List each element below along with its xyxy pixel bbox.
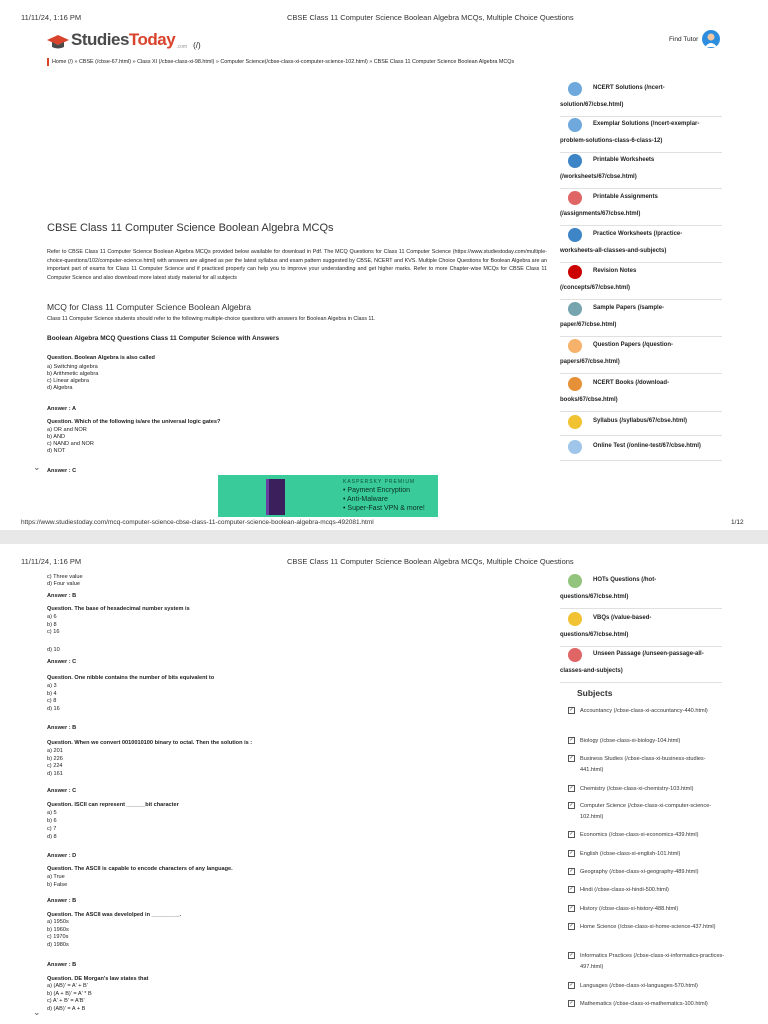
option-text: c) 1970s [47,934,69,940]
page-title: CBSE Class 11 Computer Science Boolean Algebra MCQs [47,222,334,234]
question-paper-icon [568,339,582,353]
intro-paragraph: Refer to CBSE Class 11 Computer Science Boolean Algebra MCQs provided below available for download in Pdf. The MCQ Questions for Class 11 Computer Science (https://www.studiestoday.com/multiple-choice-questions/102/computer-science.html) with answers are aligned as per the latest syllabus and exam pattern suggested by CBSE, NCERT and KVS. Multiple Choice Questions for Boolean Algebra are an important part of exams for Class 11 Computer Science and if practiced properly can help you to improve your understanding and get higher marks. Refer to more Chapter-wise MCQs for CBSE Class 11 Computer Science and also download more latest study material for all subjects [47,249,547,281]
option-text: a) 1950s [47,919,69,925]
chevron-down-icon[interactable]: ⌄ [33,462,41,472]
option-text: c) NAND and NOR [47,441,94,447]
subject-label: Languages (/cbse-class-xi-languages-570.html) [580,983,698,989]
subject-label: Home Science (/cbse-class-xi-home-science-437.html) [580,924,716,930]
option-text: d) 161 [47,771,63,777]
site-logo[interactable]: StudiesToday .com (/) [47,30,201,50]
sidebar-link[interactable] [560,189,722,226]
sidebar-link[interactable] [560,438,722,461]
option-text: d) Four value [47,581,80,587]
sidebar-link-label: solution/67/cbse.html) [560,102,624,108]
question-or-answer: Question. The ASCII was develolped in _________. [47,912,182,918]
page-number: 1/12 [731,519,744,526]
checkbox-icon: ✓ [569,905,574,911]
option-text: a) True [47,874,65,880]
sidebar-link[interactable] [560,263,722,300]
ad-brand: KASPERSKY PREMIUM [343,479,416,485]
product-box-icon [266,479,285,515]
sidebar-link-label: paper/67/cbse.html) [560,322,617,328]
subject-label: History (/cbse-class-xi-history-488.html) [580,906,679,912]
sidebar-link[interactable] [560,572,722,609]
sidebar-link-label: Revision Notes [593,268,637,274]
option-text: c) Linear algebra [47,378,89,384]
question-or-answer: Answer : C [47,659,77,665]
sidebar-link[interactable] [560,152,722,189]
worksheet-icon [568,154,582,168]
sidebar-link[interactable] [560,646,722,683]
option-text: d) 10 [47,647,60,653]
question-or-answer: Question. Boolean Algebra is also called [47,355,155,361]
print-date: 11/11/24, 1:16 PM [21,557,82,566]
find-tutor-link[interactable]: Find Tutor [669,36,699,43]
subject-label: Accountancy (/cbse-class-xi-accountancy-440.html) [580,708,708,714]
option-text: c) 8 [47,698,57,704]
option-text: b) 6 [47,818,57,824]
checkbox-icon: ✓ [569,982,574,988]
sidebar-link-label: Exemplar Solutions (/ncert-exemplar- [593,121,700,127]
option-text: a) 201 [47,748,63,754]
option-text: b) (A + B)' = A' * B [47,991,92,997]
sidebar-link-label: Question Papers (/question- [593,342,674,348]
sidebar-link-label: Sample Papers (/sample- [593,305,665,311]
checkbox-icon: ✓ [569,707,574,713]
subtitle-text: Class 11 Computer Science students should refer to the following multiple-choice questions with answers for Boolean Algebra in Class 11. [47,316,376,322]
question-or-answer: Answer : A [47,406,77,412]
print-date: 11/11/24, 1:16 PM [21,13,82,22]
checkbox-icon: ✓ [569,785,574,791]
question-or-answer: Answer : B [47,962,77,968]
sidebar-link[interactable] [560,337,722,374]
chevron-down-icon[interactable]: ⌄ [33,1007,41,1017]
logo-link[interactable]: (/) [193,41,201,50]
subject-link[interactable] [568,784,728,795]
option-text: b) AND [47,434,66,440]
sidebar-link-label: (/concepts/67/cbse.html) [560,285,631,291]
subject-link[interactable] [568,849,728,860]
sidebar-link[interactable] [560,116,722,153]
question-or-answer: Answer : B [47,725,77,731]
sidebar-link-label: (/assignments/67/cbse.html) [560,211,641,217]
option-text: c) 224 [47,763,63,769]
option-text: a) 6 [47,614,57,620]
page-url: https://www.studiestoday.com/mcq-computer-science-cbse-class-11-computer-science-boolean-algebra-mcqs-492081.html [21,519,374,526]
option-text: d) Algebra [47,385,73,391]
sidebar-link-label: Online Test (/online-test/67/cbse.html) [593,443,701,449]
question-or-answer: Question. One nibble contains the number of bits equivalent to [47,675,215,681]
ad-feature: • Super-Fast VPN & more! [343,505,425,512]
subject-link[interactable] [568,801,728,823]
practice-icon [568,228,582,242]
subject-label: Geography (/cbse-class-xi-geography-489.html) [580,869,699,875]
sidebar-link-label: (/worksheets/67/cbse.html) [560,174,637,180]
brand-name: StudiesToday [71,30,176,49]
sidebar-link-label: HOTs Questions (/hot- [593,577,657,583]
sidebar-link-label: NCERT Books (/download- [593,380,669,386]
option-text: b) False [47,882,68,888]
option-text: b) 1960s [47,927,69,933]
option-text: a) Switching algebra [47,364,98,370]
article-content-continued [47,544,547,1024]
unseen-passage-icon [568,648,582,662]
sidebar-link-label: Printable Assignments [593,194,658,200]
sidebar-link-label: questions/67/cbse.html) [560,594,629,600]
checkbox-icon: ✓ [569,868,574,874]
hots-icon [568,574,582,588]
question-or-answer: Question. The ASCII is capable to encode characters of any language. [47,866,233,872]
breadcrumb[interactable]: Home (/) » CBSE (/cbse-67.html) » Class XI (/cbse-class-xi-98.html) » Computer Science(/cbse-class-xi-computer-science-102.html) » CBSE Class 11 Computer Science Boolean Algebra MCQs [47,58,572,66]
option-text: c) 16 [47,629,60,635]
option-text: d) (AB)' = A + B [47,1006,86,1012]
question-or-answer: Question. ISCII can represent ______bit character [47,802,179,808]
option-text: d) 16 [47,706,60,712]
option-text: d) 1980s [47,942,69,948]
checkbox-icon: ✓ [569,802,574,808]
sidebar-link-label: Unseen Passage (/unseen-passage-all- [593,651,704,657]
checkbox-icon: ✓ [569,755,574,761]
option-text: a) 3 [47,683,57,689]
sidebar-link-label: Syllabus (/syllabus/67/cbse.html) [593,418,688,424]
checkbox-icon: ✓ [569,737,574,743]
print-title: CBSE Class 11 Computer Science Boolean Algebra MCQs, Multiple Choice Questions [287,13,574,22]
subject-link[interactable] [568,951,728,973]
print-title: CBSE Class 11 Computer Science Boolean Algebra MCQs, Multiple Choice Questions [287,557,574,566]
article-content [47,0,547,475]
option-text: b) 4 [47,691,57,697]
notes-icon [568,265,582,279]
subject-label: Informatics Practices (/cbse-class-xi-informatics-practices-497.html) [580,953,725,970]
subject-link[interactable] [568,736,728,747]
option-text: b) Arithmetic algebra [47,371,99,377]
assignment-icon [568,191,582,205]
sidebar-link-label: classes-and-subjects) [560,668,623,674]
option-text: c) A' + B' = A'B' [47,998,85,1004]
ad-feature: • Payment Encryption [343,487,411,494]
books-icon [568,377,582,391]
sidebar-link-label: NCERT Solutions (/ncert- [593,85,665,91]
sidebar-link[interactable] [560,375,722,412]
subject-link[interactable] [568,706,728,728]
sidebar-link[interactable] [560,610,722,647]
sample-paper-icon [568,302,582,316]
option-text: a) 5 [47,810,57,816]
subject-label: Hindi (/cbse-class-xi-hindi-500.html) [580,887,669,893]
subject-label: Chemistry (/cbse-class-xi-chemistry-103.html) [580,786,694,792]
question-or-answer: Answer : C [47,788,77,794]
subject-link[interactable] [568,904,728,915]
subject-label: Economics (/cbse-class-xi-economics-439.html) [580,832,699,838]
subject-link[interactable] [568,922,728,944]
sidebar-link[interactable] [560,226,722,263]
sidebar-link-label: questions/67/cbse.html) [560,632,629,638]
option-text: b) 226 [47,756,63,762]
question-or-answer: Question. Which of the following is/are the universal logic gates? [47,419,221,425]
checkbox-icon: ✓ [569,886,574,892]
exemplar-icon [568,118,582,132]
subject-label: Mathematics (/cbse-class-xi-mathematics-100.html) [580,1001,708,1007]
syllabus-icon [568,415,582,429]
ad-feature: • Anti-Malware [343,496,388,503]
question-or-answer: Answer : C [47,468,77,474]
checkbox-icon: ✓ [569,923,574,929]
option-text: c) Three value [47,574,83,580]
checkbox-icon: ✓ [569,850,574,856]
sidebar-link-label: books/67/cbse.html) [560,397,618,403]
option-text: d) NOT [47,448,66,454]
subject-link[interactable] [568,981,728,992]
sidebar-link-label: problem-solutions-class-6-class-12) [560,138,663,144]
option-text: a) (AB)' = A' + B' [47,983,88,989]
subject-label: Biology (/cbse-class-xi-biology-104.html) [580,738,681,744]
online-test-icon [568,440,582,454]
advertisement-banner[interactable] [218,475,438,517]
sidebar-link[interactable] [560,413,722,436]
subject-link[interactable] [568,830,728,841]
option-text: b) 8 [47,622,57,628]
section-subtitle: MCQ for Class 11 Computer Science Boolean Algebra [47,302,251,312]
sidebar-link-label: Printable Worksheets [593,157,655,163]
sidebar-link-label: VBQs (/value-based- [593,615,652,621]
subject-label: Business Studies (/cbse-class-xi-business-studies-441.html) [580,756,706,773]
sidebar-link-label: worksheets-all-classes-and-subjects) [560,248,667,254]
option-text: a) OR and NOR [47,427,87,433]
sidebar-link-label: papers/67/cbse.html) [560,359,620,365]
subject-link[interactable] [568,885,728,896]
question-or-answer: Question. When we convert 0010010100 binary to octal. Then the solution is : [47,740,253,746]
subject-label: Computer Science (/cbse-class-xi-computer-science-102.html) [580,803,712,820]
checkbox-icon: ✓ [569,831,574,837]
vbqs-icon [568,612,582,626]
question-or-answer: Answer : D [47,853,77,859]
sidebar-link-label: Practice Worksheets (/practice- [593,231,683,237]
sidebar-link[interactable] [560,80,722,117]
option-text: c) 7 [47,826,57,832]
section-heading: Boolean Algebra MCQ Questions Class 11 Computer Science with Answers [47,335,280,342]
subjects-heading: Subjects [577,688,613,698]
checkbox-icon: ✓ [569,1000,574,1006]
question-or-answer: Question. DE Morgan's law states that [47,976,149,982]
option-text: d) 8 [47,834,57,840]
checkbox-icon: ✓ [569,952,574,958]
subject-label: English (/cbse-class-xi-english-101.html) [580,851,681,857]
question-or-answer: Answer : B [47,898,77,904]
question-or-answer: Answer : B [47,593,77,599]
subject-link[interactable] [568,754,728,776]
sidebar-link[interactable] [560,300,722,337]
user-avatar-icon[interactable] [702,30,720,48]
subject-link[interactable] [568,999,728,1021]
subject-link[interactable] [568,867,728,878]
question-or-answer: Question. The base of hexadecimal number system is [47,606,190,612]
ncert-solutions-icon [568,82,582,96]
